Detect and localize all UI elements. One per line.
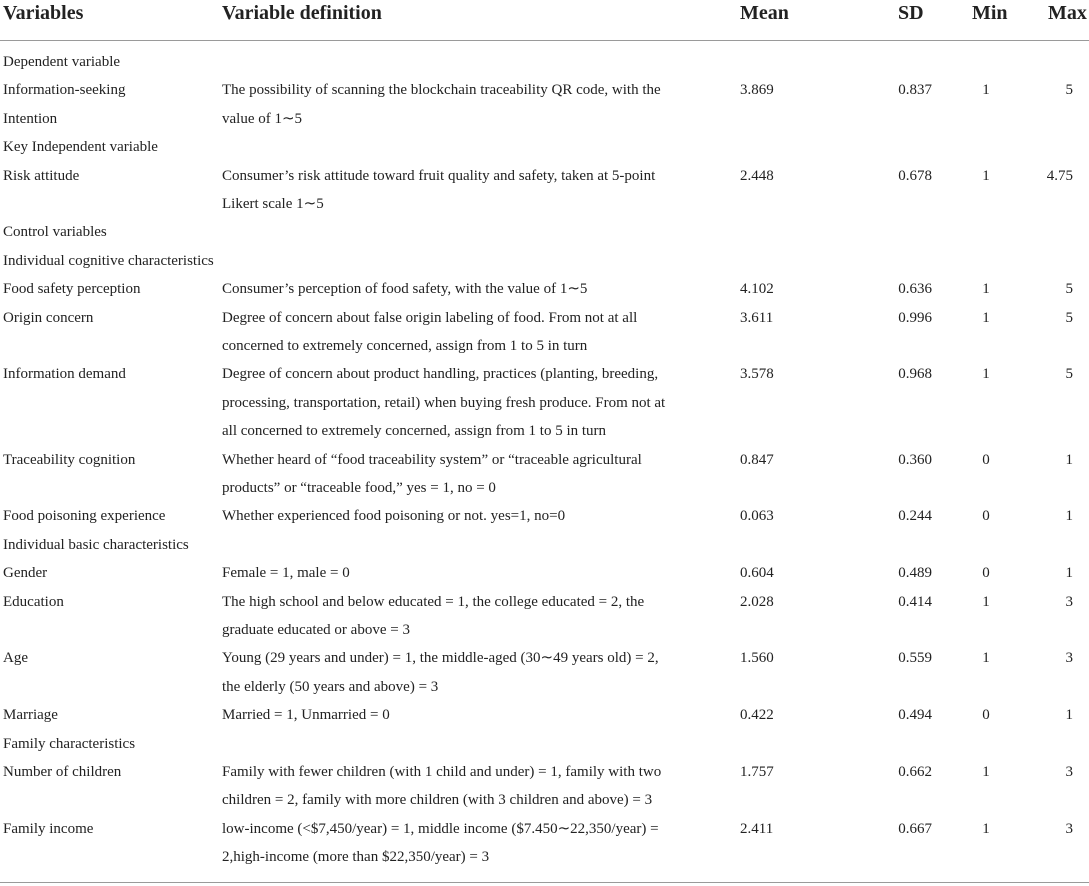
sd-value: 0.837 — [898, 82, 932, 99]
max-value: 5 — [1065, 281, 1073, 298]
variable-definition: all concerned to extremely concerned, assign from 1 to 5 in turn — [222, 423, 607, 440]
min-value: 1 — [982, 820, 990, 837]
max-value: 5 — [1065, 366, 1073, 383]
variable-name: Traceability cognition — [3, 451, 136, 468]
min-value: 1 — [982, 281, 990, 298]
min-value: 0 — [982, 508, 990, 525]
section-label: Individual cognitive characteristics — [3, 252, 214, 269]
sd-value: 0.559 — [898, 650, 932, 667]
mean-value: 3.869 — [740, 82, 774, 99]
header-variables: Variables — [3, 2, 84, 24]
variable-definition: Young (29 years and under) = 1, the middle-aged (30∼49 years old) = 2, — [222, 650, 659, 667]
variable-definition: concerned to extremely concerned, assign from 1 to 5 in turn — [222, 338, 588, 354]
mean-value: 2.411 — [740, 820, 774, 837]
variable-name: Family income — [3, 820, 94, 837]
variable-name: Origin concern — [3, 309, 94, 326]
mean-value: 2.448 — [740, 167, 774, 184]
max-value: 1 — [1065, 508, 1073, 525]
sd-value: 0.636 — [898, 281, 932, 298]
variable-definition: Consumer’s perception of food safety, with the value of 1∼5 — [222, 281, 588, 298]
variable-name: Information-seeking — [3, 82, 126, 99]
variable-definition: Whether experienced food poisoning or not. yes=1, no=0 — [222, 508, 566, 525]
min-value: 1 — [982, 366, 990, 383]
sd-value: 0.667 — [898, 820, 932, 837]
sd-value: 0.662 — [898, 764, 932, 780]
min-value: 1 — [982, 309, 990, 326]
mean-value: 1.560 — [740, 650, 774, 667]
variable-definition: Consumer’s risk attitude toward fruit quality and safety, taken at 5-point — [222, 167, 656, 184]
mean-value: 0.063 — [740, 508, 774, 525]
variable-definition: Married = 1, Unmarried = 0 — [222, 707, 390, 724]
section-label: Control variables — [3, 224, 107, 241]
variable-definition: Whether heard of “food traceability system” or “traceable agricultural — [222, 451, 642, 468]
max-value: 5 — [1065, 82, 1073, 99]
sd-value: 0.968 — [898, 366, 932, 383]
variable-name: Food safety perception — [3, 281, 141, 298]
header-mean: Mean — [740, 2, 789, 24]
sd-value: 0.678 — [898, 167, 932, 184]
min-value: 1 — [982, 167, 990, 184]
min-value: 1 — [982, 650, 990, 667]
variable-definition: Likert scale 1∼5 — [222, 196, 324, 212]
variable-definition: Female = 1, male = 0 — [222, 565, 350, 582]
min-value: 0 — [982, 565, 990, 582]
variable-definition: graduate educated or above = 3 — [222, 622, 410, 638]
header-sd: SD — [898, 2, 924, 24]
header-min: Min — [972, 2, 1008, 24]
mean-value: 0.422 — [740, 707, 774, 724]
min-value: 1 — [982, 764, 990, 780]
variable-name: Intention — [3, 110, 58, 127]
min-value: 1 — [982, 82, 990, 99]
variable-definition: products” or “traceable food,” yes = 1, no = 0 — [222, 480, 496, 496]
sd-value: 0.360 — [898, 451, 932, 468]
max-value: 3 — [1065, 764, 1073, 780]
variable-definition: value of 1∼5 — [222, 110, 303, 127]
variable-definition: 2,high-income (more than $22,350/year) = 3 — [222, 849, 490, 866]
variable-name: Age — [3, 650, 28, 667]
variable-definition: processing, transportation, retail) when buying fresh produce. From not at — [222, 394, 666, 411]
variable-name: Risk attitude — [3, 167, 80, 184]
header-definition: Variable definition — [222, 2, 382, 24]
sd-value: 0.489 — [898, 565, 932, 582]
header-rule — [0, 40, 1089, 41]
mean-value: 3.578 — [740, 366, 774, 383]
mean-value: 4.102 — [740, 281, 774, 298]
max-value: 3 — [1065, 593, 1073, 610]
mean-value: 3.611 — [740, 309, 774, 326]
variable-name: Marriage — [3, 707, 58, 724]
variable-name: Education — [3, 593, 64, 610]
min-value: 0 — [982, 707, 990, 724]
section-label: Key Independent variable — [3, 139, 158, 156]
variable-definition: Degree of concern about product handling, practices (planting, breeding, — [222, 366, 659, 383]
max-value: 1 — [1065, 451, 1073, 468]
sd-value: 0.414 — [898, 593, 932, 610]
min-value: 1 — [982, 593, 990, 610]
sd-value: 0.244 — [898, 508, 932, 525]
variable-name: Number of children — [3, 764, 122, 780]
max-value: 1 — [1065, 707, 1073, 724]
variable-definition: The high school and below educated = 1, the college educated = 2, the — [222, 593, 645, 610]
section-label: Dependent variable — [3, 54, 121, 70]
max-value: 4.75 — [1046, 167, 1073, 184]
variable-definition: the elderly (50 years and above) = 3 — [222, 678, 439, 695]
max-value: 5 — [1065, 309, 1073, 326]
variable-definition: The possibility of scanning the blockchain traceability QR code, with the — [222, 82, 661, 99]
mean-value: 1.757 — [740, 764, 774, 780]
bottom-rule — [0, 882, 1089, 883]
variable-definition: children = 2, family with more children (with 3 children and above) = 3 — [222, 792, 653, 809]
max-value: 3 — [1065, 820, 1073, 837]
section-label: Family characteristics — [3, 735, 136, 752]
sd-value: 0.996 — [898, 309, 932, 326]
variable-name: Food poisoning experience — [3, 508, 166, 525]
mean-value: 0.847 — [740, 451, 774, 468]
sd-value: 0.494 — [898, 707, 932, 724]
header-max: Max — [1048, 2, 1087, 24]
variable-name: Information demand — [3, 366, 126, 383]
section-label: Individual basic characteristics — [3, 536, 189, 553]
variable-definition: low-income (<$7,450/year) = 1, middle income ($7.450∼22,350/year) = — [222, 820, 659, 837]
max-value: 3 — [1065, 650, 1073, 667]
max-value: 1 — [1065, 565, 1073, 582]
variable-name: Gender — [3, 565, 48, 582]
min-value: 0 — [982, 451, 990, 468]
variable-definition: Family with fewer children (with 1 child and under) = 1, family with two — [222, 764, 662, 780]
mean-value: 2.028 — [740, 593, 774, 610]
variable-definition: Degree of concern about false origin labeling of food. From not at all — [222, 309, 638, 326]
mean-value: 0.604 — [740, 565, 774, 582]
